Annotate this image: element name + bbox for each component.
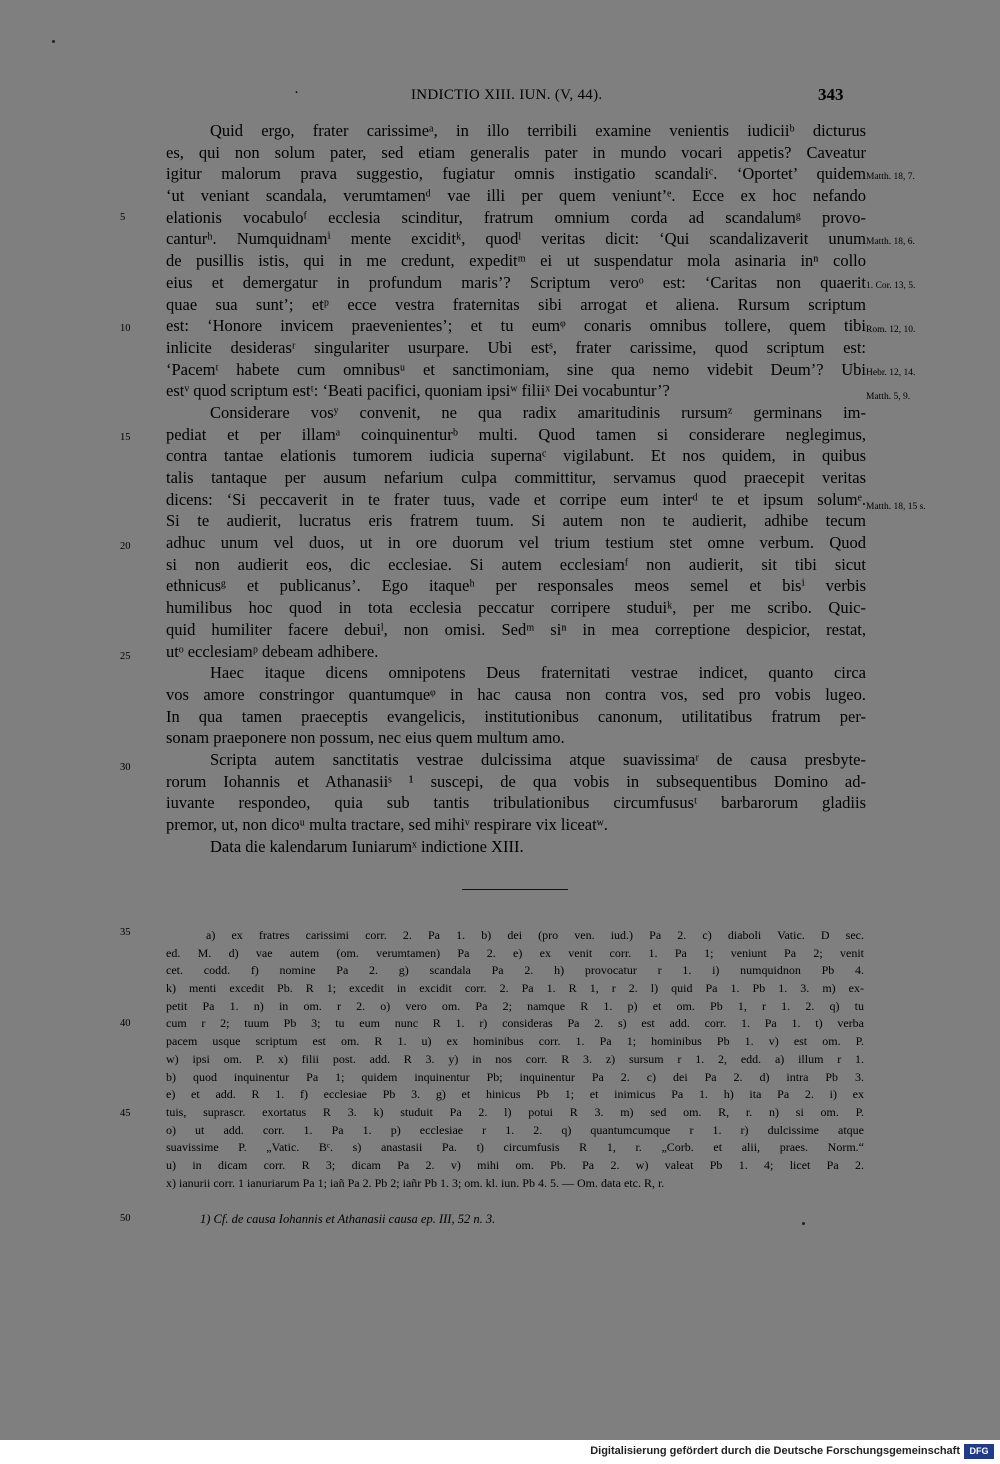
speck-mark: · [294,85,299,101]
apparatus-line: o) ut add. corr. 1. Pa 1. p) ecclesiae r 1. 2. q) quantumcumque r 1. r) dulcissime atque [166,1122,864,1137]
text-line: quid humiliter facere debuiˡ, non omisi. Sedᵐ siⁿ in mea correptione despicior, restat, [166,619,866,639]
apparatus-line: suavissime P. „Vatic. Bᶜ. s) anastasii Pa. t) circumfusis R 1, r. „Corb. et alii, praes. Norm.“ [166,1140,864,1155]
separator-rule [462,889,568,890]
text-line: Quid ergo, frater carissimeᵃ, in illo terribili examine venientis iudiciiᵇ dicturus [210,121,866,140]
margin-ref: Rom. 12, 10. [866,325,916,335]
speck-mark [52,40,55,43]
margin-ref: Matth. 18, 6. [866,237,915,247]
line-number: 10 [120,323,131,334]
apparatus-line: e) et add. R 1. f) ecclesiae Pb 3. g) et hinicus Pb 1; et inimicus Pa 1. h) ita Pa 2. i) ex [166,1087,864,1102]
speck-mark [802,1222,805,1225]
text-line: ‘ut veniant scandala, verumtamenᵈ vae illi per quem veniunt’ᵉ. Ecce ex hoc nefando [166,186,866,206]
text-line: de pusillis istis, qui in me credunt, expeditᵐ ei ut suspendatur mola asinaria inⁿ collo [166,251,866,271]
text-line: est: ‘Honore invicem praevenientes’; et tu eumᵠ conaris omnibus tollere, quem tibi [166,316,866,336]
text-line: Si te audierit, lucratus eris fratrem tuum. Si autem non te audierit, adhibe tecum [166,511,866,531]
line-number: 45 [120,1108,131,1119]
text-line: estᵛ quod scriptum estᵗ: ‘Beati pacifici, quoniam ipsiʷ filiiˣ Dei vocabuntur’? [166,381,670,401]
footnote: 1) Cf. de causa Iohannis et Athanasii causa ep. III, 52 n. 3. [200,1212,496,1226]
margin-ref: Matth. 18, 15 s. [866,502,926,512]
text-line: adhuc unum vel duos, ut in ore duorum vel trium testium stet omne verbum. Quod [166,533,866,553]
funding-credit: Digitalisierung gefördert durch die Deutsche Forschungsgemeinschaft [590,1445,960,1457]
text-line: rorum Iohannis et Athanasiiˢ ¹ suscepi, de qua vobis in subsequentibus Domino ad- [166,771,866,791]
text-line: Considerare vosʸ convenit, ne qua radix amaritudinis rursumᶻ germinans im- [210,402,866,422]
text-line: premor, ut, non dicoᵘ multa tractare, sed mihiᵛ respirare vix liceatʷ. [166,815,608,834]
apparatus-line: tuis, suprascr. exortatus R 3. k) studuit Pa 2. l) potui R 3. m) sed om. R, r. n) si om. P. [166,1104,864,1119]
apparatus-line: x) ianurii corr. 1 ianuriarum Pa 1; iañ Pa 2. Pb 2; iañr Pb 1. 3; om. kl. iun. Pb 4. 5. — Om. data etc. R, r. [166,1175,665,1190]
line-number: 50 [120,1213,131,1224]
text-line: eius et demergatur in profundum maris’? Scriptum veroᵒ est: ‘Caritas non quaerit [166,272,866,292]
text-line: igitur malorum prava suggestio, fugiatur omnis instigatio scandaliᶜ. ‘Oportet’ quidem [166,164,866,184]
text-line: ‘Pacemᵗ habete cum omnibusᵘ et sanctimoniam, sine qua nemo videbit Deum’? Ubi [166,359,866,379]
text-line: ethnicusᵍ et publicanus’. Ego itaqueʰ per responsales meos semel et bisⁱ verbis [166,576,866,596]
text-line: contra tantae elationis tumorem iudicia supernaᶜ vigilabunt. Et nos quidem, in quibus [166,446,866,466]
margin-ref: Hebr. 12, 14. [866,368,916,378]
text-line: In qua tamen praeceptis evangelicis, institutionibus canonum, utilitatibus fratrum per- [166,706,866,726]
text-line: inlicite desiderasʳ singulariter usurpare. Ubi estˢ, frater carissime, quod scriptum est: [166,337,866,357]
margin-ref: 1. Cor. 13, 5. [866,281,916,291]
main-text [166,120,866,857]
apparatus-line: cum r 2; tuum Pb 3; tu eum nunc R 1. r) consideras Pa 2. s) est add. corr. 1. Pa 1. t) verba [166,1016,864,1031]
apparatus-line: cet. codd. f) nomine Pa 2. g) scandala Pa 2. h) provocatur r 1. i) numquidnon Pb 4. [166,963,864,978]
line-number: 40 [120,1018,131,1029]
line-number: 20 [120,541,131,552]
text-line: quae sua sunt’; etᵖ ecce vestra fraternitas sibi arrogat et aliena. Rursum scriptum [166,294,866,314]
text-line: sonam praeponere non possum, nec eius quem multum amo. [166,728,565,748]
text-line: es, qui non solum pater, sed etiam generalis pater in mundo vocari appetis? Caveatur [166,142,866,162]
text-line: Scripta autem sanctitatis vestrae dulcissima atque suavissimaʳ de causa presbyte- [210,749,866,769]
margin-ref: Matth. 5, 9. [866,392,911,402]
text-line: talis tantaque per ausum nefarium culpa committitur, servamus quod praecepit veritas [166,468,866,487]
margin-ref: Matth. 18, 7. [866,172,915,182]
text-line: humilibus hoc quod in tota ecclesia peccatur corripere studuiᵏ, per me scribo. Quic- [166,598,866,618]
line-number: 35 [120,927,131,938]
line-number: 15 [120,432,131,443]
text-line: elationis vocabuloᶠ ecclesia scinditur, fratrum omnium corda ad scandalumᵍ provo- [166,207,866,227]
running-title: INDICTIO XIII. IUN. (V, 44). [411,87,603,103]
text-line: Haec itaque dicens omnipotens Deus fraternitati vestrae indicet, quanto circa [210,663,866,683]
page-number: 343 [818,85,844,104]
apparatus-line: w) ipsi om. P. x) filii post. add. R 3. y) in nos corr. R 3. z) sursum r 1. 2, edd. a) illum r 1. [166,1051,864,1066]
apparatus-line: a) ex fratres carissimi corr. 2. Pa 1. b) dei (pro ven. iud.) Pa 2. c) diaboli Vatic. D sec. [206,928,864,942]
critical-apparatus [166,927,864,1192]
text-line: utᵒ ecclesiamᵖ debeam adhibere. [166,641,379,661]
running-header [0,85,1000,109]
apparatus-line: u) in dicam corr. R 3; dicam Pa 2. v) mihi om. Pb. Pa 2. w) valeat Pb 1. 4; licet Pa 2. [166,1157,864,1172]
apparatus-line: k) menti excedit Pb. R 1; excedit in excidit corr. 2. Pa 1. R 1, r 2. l) quid Pa 1. Pb 1. 3. m) ex- [166,981,864,996]
text-line: dicens: ‘Si peccaverit in te frater tuus, vade et corripe eum interᵈ te et ipsum solumᵉ. [166,489,866,509]
line-number: 30 [120,762,131,773]
apparatus-line: b) quod inquinentur Pa 1; quidem inquinentur Pb; inquinentur Pa 2. c) dei Pa 2. d) intra Pb 3. [166,1069,864,1084]
dfg-logo: DFG [964,1444,994,1459]
apparatus-line: pacem usque scriptum est om. R 1. u) ex hominibus corr. 1. Pa 1; hominibus Pb 1. v) est om. P. [166,1034,864,1049]
text-line: Data die kalendarum Iuniarumˣ indictione XIII. [210,836,524,856]
apparatus-line: ed. M. d) vae autem (om. verumtamen) Pa 2. e) ex venit corr. 1. Pa 1; veniunt Pa 2; venit [166,945,864,960]
text-line: vos amore constringor quantumqueᵠ in hac causa non contra vos, sed pro vobis lugeo. [166,684,866,704]
line-number: 5 [120,212,126,223]
line-number: 25 [120,651,131,662]
text-line: iuvante respondeo, quia sub tantis tribulationibus circumfususᵗ barbarorum gladiis [166,793,866,813]
text-line: pediat et per illamᵃ coinquinenturᵇ multi. Quod tamen si considerare neglegimus, [166,424,866,444]
text-line: canturʰ. Numquidnamⁱ mente exciditᵏ, quodˡ veritas dicit: ‘Qui scandalizaverit unum [166,229,866,249]
apparatus-line: petit Pa 1. n) in om. r 2. o) vero om. Pa 2; namque R 1. p) et om. Pb 1, r 1. 2. q) tu [166,998,864,1013]
text-line: si non audierit eos, dic ecclesiae. Si autem ecclesiamᶠ non audierit, sit tibi sicut [166,554,866,574]
digitization-footer [0,1440,1000,1464]
